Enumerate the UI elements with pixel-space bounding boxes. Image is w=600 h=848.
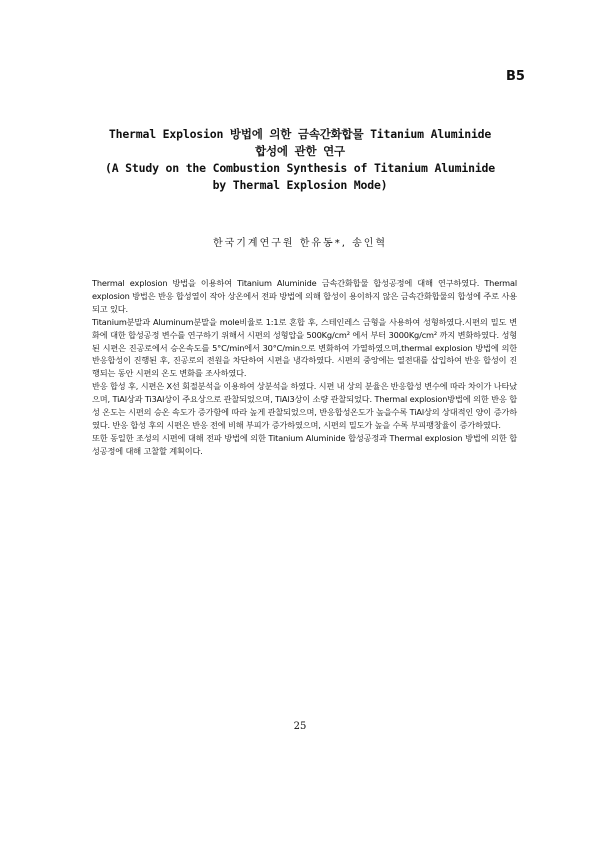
abstract-paragraph: 또한 동일한 조성의 시편에 대해 전파 방법에 의한 Titanium Aluminide 합성공정과 Thermal explosion 방법에 의한 합성공정에 대해 고찰할 계획이다.: [92, 432, 517, 456]
abstract-paragraph: Titanium분말과 Aluminum분말을 mole비율로 1:1로 혼합 후, 스테인레스 금형을 사용하여 성형하였다.시편의 밀도 변화에 대한 합성공정 변수를 연구하기 위해서 시편의 성형압을 500Kg/cm² 에서 부터 3000Kg/cm² 까지 변화하였다. 성형된 시편은 진공로에서 승온속도를 5°C/min에서 30°C/min으로 변화하여 가열하였으며,thermal explosion 방법에 의한 반응합성이 진행된 후, 진공로의 전원을 차단하여 시편을 냉각하였다. 시편의 중앙에는 열전대를 삽입하여 반응 합성이 진행되는 동안 시편의 온도 변화를 조사하였다.: [92, 316, 517, 379]
page-number: 25: [293, 721, 307, 732]
abstract-body: [92, 277, 517, 458]
title-line-3: (A Study on the Combustion Synthesis of Titanium Aluminide: [105, 161, 495, 175]
author-line: 한국기계연구원 한유동*, 송인혁: [212, 238, 388, 249]
title-line-2: 합성에 관한 연구: [255, 144, 345, 158]
title-line-4: by Thermal Explosion Mode): [212, 178, 388, 192]
page-label: B5: [506, 69, 525, 84]
abstract-paragraph: Thermal explosion 방법을 이용하여 Titanium Aluminide 금속간화합물 합성공정에 대해 연구하였다. Thermal explosion 방법은 반응 합성열이 작아 상온에서 전파 방법에 의해 합성이 용이하지 않은 금속간화합물의 합성에 주로 사용되고 있다.: [92, 278, 517, 314]
title-line-1: Thermal Explosion 방법에 의한 금속간화합물 Titanium Aluminide: [108, 127, 492, 141]
paper-title: [40, 126, 560, 194]
abstract-paragraph: 반응 합성 후, 시편은 X선 회절분석을 이용하여 상분석을 하였다. 시편 내 상의 분율은 반응합성 변수에 따라 차이가 나타났으며, TiAl상과 Ti3Al상이 주요상으로 관찰되었으며, TiAl3상이 소량 관찰되었다. Thermal explosion방법에 의한 반응 합성 온도는 시편의 승온 속도가 증가함에 따라 높게 관찰되었으며, 반응합성온도가 높을수록 TiAl상의 상대적인 양이 증가하였다. 반응 합성 후의 시편은 반응 전에 비해 부피가 증가하였으며, 시편의 밀도가 높을 수록 부피팽창율이 증가하였다.: [92, 381, 517, 430]
